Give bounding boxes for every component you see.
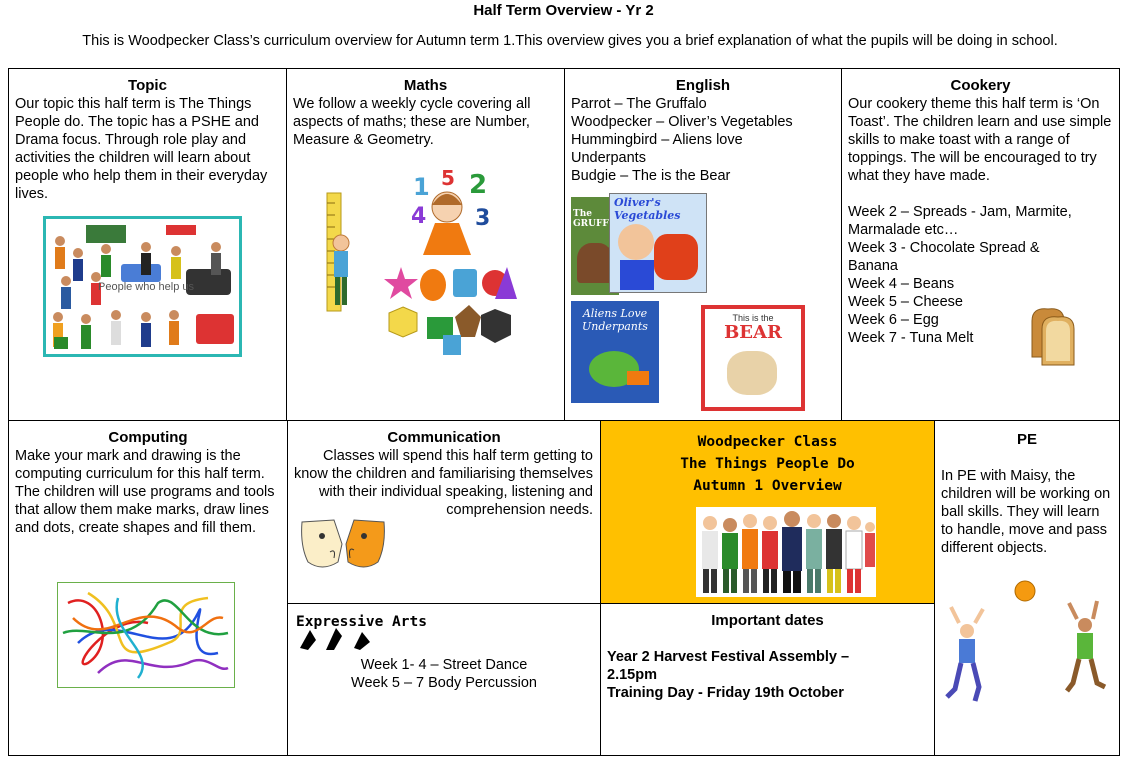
expressive-arts-heading: Expressive Arts [296,614,427,630]
toast-illustration [1018,303,1086,369]
scribble-drawing [57,582,235,688]
cookery-week: Week 6 – Egg [848,312,939,328]
cookery-cell [841,68,1120,421]
maths-heading: Maths [403,77,448,94]
important-dates-heading: Important dates [711,612,824,629]
class-info-box [600,420,935,604]
english-line: Woodpecker – Oliver’s Vegetables [571,114,793,130]
doc-title: Half Term Overview - Yr 2 [473,2,654,19]
english-line: Budgie – The is the Bear [571,168,731,184]
cookery-week: Week 7 - Tuna Melt [848,330,974,346]
shapes-illustration [383,265,519,359]
pe-heading: PE [1016,431,1037,448]
expressive-arts-cell [287,603,601,756]
important-dates-cell [600,603,935,756]
important-date-item: Training Day - Friday 19th October [607,685,844,701]
bear-title: BEAR [724,322,782,343]
communication-cell [287,420,601,604]
maths-text: We follow a weekly cycle covering all aspects of maths; these are Number, Measure & Geometry. [293,96,531,148]
computing-heading: Computing [108,429,188,446]
people-who-help-photo [696,507,876,597]
poster-caption: People who help us [98,281,195,293]
expressive-week: Week 5 – 7 Body Percussion [351,675,537,691]
aliens-love-underpants-book-cover [571,301,659,403]
talking-faces-illustration [298,516,388,572]
computing-text: Make your mark and drawing is the computing curriculum for this half term. The children will use programs and tools that allow them make marks, draw lines and dots, create shapes and fill them. [15,448,275,536]
cookery-week: Week 2 – Spreads - Jam, Marmite, Marmalade etc… [848,204,1072,238]
expressive-arts-weeks [288,656,600,692]
expressive-week: Week 1- 4 – Street Dance [360,657,528,673]
english-line: Parrot – The Gruffalo [571,96,707,112]
digit-5: 5 [441,166,455,190]
topic-text: Our topic this half term is The Things People do. The topic has a PSHE and Drama focus. Through role play and activities the children will learn about people who help them in their everyday lives. [15,96,268,202]
digit-4: 4 [411,204,427,229]
cookery-week: Week 4 – Beans [848,276,955,292]
numbers-girl-illustration [405,165,501,257]
pe-text: In PE with Maisy, the children will be working on ball skills. They will learn to handle, move and pass different objects. [941,468,1111,556]
cookery-week: Week 5 – Cheese [848,294,963,310]
aliens-title: Aliens Love Underpants [582,307,648,333]
ruler-child-illustration [321,191,355,313]
pe-cell [934,420,1120,756]
ball-skills-illustration [945,579,1113,709]
topic-heading: Topic [128,77,167,94]
digit-1: 1 [413,173,430,201]
dancers-icon [296,624,376,652]
intro-text: This is Woodpecker Class’s curriculum overview for Autumn term 1.This overview gives you a brief explanation of what the pupils will be doing in school. [82,33,1058,49]
gruffalo-title: The GRUFF [573,209,609,229]
communication-heading: Communication [387,429,501,446]
class-topic: The Things People Do [680,456,855,472]
olivers-vegetables-book-cover [609,193,707,293]
english-line: Hummingbird – Aliens love Underpants [571,132,743,166]
english-groups [565,95,841,185]
oliver-title: Oliver's Vegetables [614,196,681,222]
class-name: Woodpecker Class [697,434,838,450]
computing-cell [8,420,288,756]
digit-3: 3 [475,206,491,231]
english-heading: English [675,77,731,94]
bear-top-text: This is the [732,313,774,323]
english-cell [564,68,842,421]
maths-cell [286,68,565,421]
communication-text: Classes will spend this half term getting to know the children and familiarising themselves with their individual speaking, listening and comprehension needs. [293,448,593,518]
this-is-the-bear-book-cover [701,305,805,411]
cookery-heading: Cookery [950,77,1011,94]
cookery-week: Week 3 - Chocolate Spread & Banana [848,240,1040,274]
important-date-item: Year 2 Harvest Festival Assembly – 2.15pm [607,649,850,683]
people-who-help-poster [43,216,242,357]
digit-2: 2 [469,170,488,200]
cookery-text: Our cookery theme this half term is ‘On Toast’. The children learn and use simple skills to make toast with a range of toppings. The will be encouraged to try what they have made. [848,96,1112,184]
class-term: Autumn 1 Overview [693,478,842,494]
topic-cell [8,68,287,421]
